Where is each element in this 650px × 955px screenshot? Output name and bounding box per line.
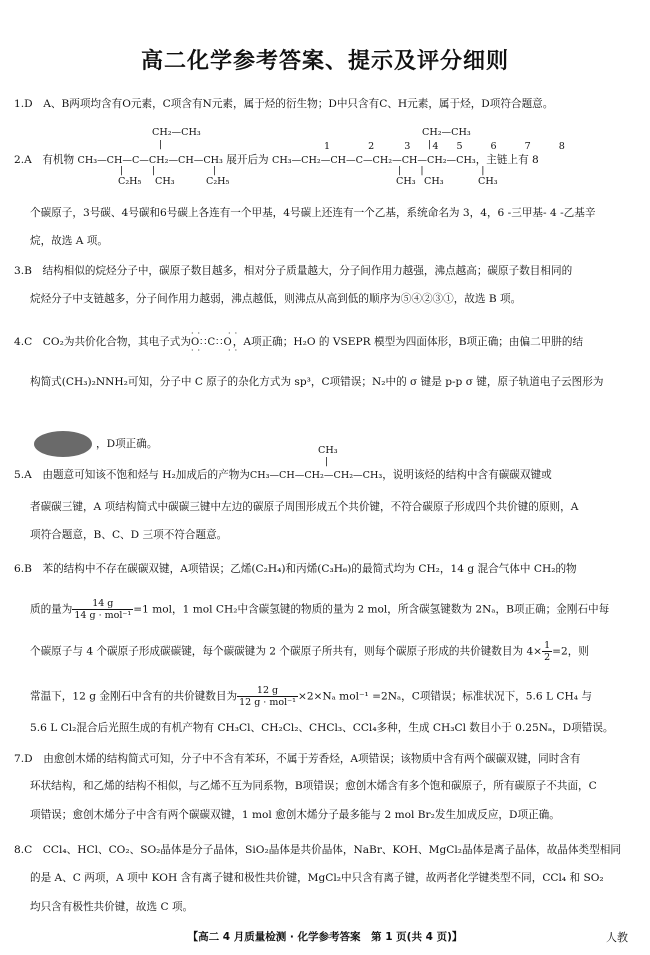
answer-3-line-2: 烷烃分子中支链越多，分子间作用力越弱，沸点越低，则沸点从高到低的顺序为⑤④②③①，故选 B 项。 — [30, 293, 522, 305]
answer-5-rest: ，说明该烃的结构中含有碳碳双键或 — [382, 469, 552, 481]
answer-6-l2-start: 质的量为 — [30, 603, 73, 616]
carbon-number: 7 — [524, 141, 531, 152]
p-p-sigma-orbital-figure — [34, 431, 92, 457]
answer-5-line-1 — [14, 468, 552, 483]
structure2-branch-2: CH₃ — [424, 176, 444, 187]
answer-2-expanded: 展开后为 — [226, 154, 269, 166]
structure1-branch-1: C₂H₅ — [118, 176, 142, 187]
fraction-denominator: 2 — [544, 652, 551, 663]
answer-3-line-1: 3.B 结构相似的烷烃分子中，碳原子数目越多，相对分子质量越大，分子间作用力越强，沸点越高；碳原子数目相同的 — [14, 265, 573, 277]
answer-6-line-5: 5.6 L Cl₂混合后光照生成的有机产物有 CH₃Cl、CH₂Cl₂、CHCl₃、CCl₄多种，生成 CH₃Cl 数目小于 0.25Nₐ，D项错误。 — [30, 722, 614, 734]
fraction-numerator: 12 g — [237, 685, 298, 697]
answer-2-line-1 — [14, 153, 539, 167]
carbon-number: 1 — [324, 141, 331, 152]
answer-2-mainchain: ，主链上有 8 — [475, 154, 539, 166]
carbon-number: 8 — [558, 141, 565, 152]
answer-5-intro: 5.A 由题意可知该不饱和烃与 H₂加成后的产物为 — [14, 469, 250, 481]
answer-6-line-3 — [30, 640, 589, 663]
answer-1: 1.D A、B两项均含有O元素，C项含有N元素，属于烃的衍生物；D中只含有C、H元素，属于烃，D项符合题意。 — [14, 98, 554, 110]
answer-6-line-1: 6.B 苯的结构中不存在碳碳双键，A项错误；乙烯(C₂H₄)和丙烯(C₃H₆)的最简式均为 CH₂，14 g 混合气体中 CH₂的物 — [14, 563, 577, 575]
structure1-branch-3: C₂H₅ — [206, 176, 230, 187]
structure2-main: CH₃—CH₂—CH—C—CH₂—CH—CH₂—CH₃ — [272, 155, 476, 166]
fraction-12g — [237, 685, 298, 708]
answer-6-line-2 — [30, 598, 609, 621]
answer-4-intro: 4.C CO₂为共价化合物，其电子式为 — [14, 336, 191, 348]
answer-5-line-3: 项符合题意，B、C、D 三项不符合题意。 — [30, 529, 228, 541]
carbon-number: 6 — [490, 141, 497, 152]
fraction-numerator: 1 — [544, 640, 551, 651]
answer-4-line-3: ，D项正确。 — [96, 438, 158, 450]
structure1-bonds-below: | | | — [120, 165, 217, 176]
structure1-top: CH₂—CH₃ — [152, 127, 201, 138]
answer-6-line-4 — [30, 685, 592, 708]
answer-7-line-2: 环状结构，和乙烯的结构不相似，与乙烯不互为同系物，B项错误；愈创木烯含有多个饱和碳原子，所有碳原子不共面，C — [30, 780, 597, 792]
fraction-numerator: 14 g — [72, 598, 133, 610]
answer-6-l4-start: 常温下，12 g 金刚石中含有的共价键数目为 — [30, 690, 238, 703]
answer-4-rest: ，A项正确；H₂O 的 VSEPR 模型为四面体形，B项正确；由偏二甲肼的结 — [232, 336, 584, 348]
carbon-number: 2 — [368, 141, 375, 152]
structure1-main: CH₃—CH—C—CH₂—CH—CH₃ — [77, 155, 223, 166]
answer-8-line-3: 均只含有极性共价键，故选 C 项。 — [30, 901, 194, 913]
answer-4-line-2: 构简式(CH₃)₂NNH₂可知，分子中 C 原子的杂化方式为 sp³，C项错误；N₂中的 σ 键是 p-p σ 键，原子轨道电子云图形为 — [30, 376, 604, 388]
product-branch-bond: | — [325, 456, 329, 467]
structure2-branch-3: CH₃ — [478, 176, 498, 187]
answer-2-intro: 2.A 有机物 — [14, 154, 75, 166]
answer-2-line-2: 个碳原子，3号碳、4号碳和6号碳上各连有一个甲基，4号碳上还连有一个乙基，系统命名为 3，4，6 -三甲基- 4 -乙基辛 — [30, 207, 596, 219]
answer-6-l3-start: 个碳原子与 4 个碳原子形成碳碳键，每个碳碳键为 2 个碳原子所共有，则每个碳原子形成的共价键数目为 4× — [30, 645, 543, 658]
answer-6-l2-rest: =1 mol，1 mol CH₂中含碳氢键的物质的量为 2 mol，所含碳氢键数为 2Nₐ，B项正确；金刚石中每 — [133, 603, 610, 616]
answer-7-line-3: 项错误；愈创木烯分子中含有两个碳碳双键，1 mol 愈创木烯分子最多能与 2 mol Br₂发生加成反应，D项正确。 — [30, 809, 560, 821]
structure1-branch-2: CH₃ — [155, 176, 175, 187]
answer-4-line-1 — [14, 329, 584, 355]
answer-6-l4-rest: ×2×Nₐ mol⁻¹ =2Nₐ，C项错误；标准状况下，5.6 L CH₄ 与 — [297, 690, 592, 703]
structure2-bond: | — [428, 139, 432, 150]
structure2-numbering — [324, 141, 565, 153]
page-title: 高二化学参考答案、提示及评分细则 — [140, 49, 509, 74]
product-branch: CH₃ — [318, 445, 338, 456]
co2-electron-formula-text: O∷C∷O — [190, 337, 233, 348]
answer-8-line-2: 的是 A、C 两项，A 项中 KOH 含有离子键和极性共价键，MgCl₂中只含有离子键，故两者化学键类型不同，CCl₄ 和 SO₂ — [30, 872, 604, 884]
publisher-label: 人教 — [606, 931, 628, 944]
carbon-number: 4 — [432, 141, 439, 152]
answer-7-line-1: 7.D 由愈创木烯的结构简式可知，分子中不含有苯环，不属于芳香烃，A项错误；该物质中含有两个碳碳双键，同时含有 — [14, 753, 581, 765]
structure2-top: CH₂—CH₃ — [422, 127, 471, 138]
answer-8-line-1: 8.C CCl₄、HCl、CO₂、SO₂晶体是分子晶体，SiO₂晶体是共价晶体，NaBr、KOH、MgCl₂晶体是离子晶体，故晶体类型相同 — [14, 844, 621, 856]
answer-5-line-2: 者碳碳三键，A 项结构简式中碳碳三键中左边的碳原子周围形成五个共价键，不符合碳原子形成四个共价键的原则，A — [30, 501, 579, 513]
structure2-branch-1: CH₃ — [396, 176, 416, 187]
product-formula: CH₃—CH—CH₂—CH₂—CH₃ — [249, 470, 383, 481]
structure1-bond: | — [159, 139, 163, 150]
answer-2-line-3: 烷，故选 A 项。 — [30, 235, 108, 247]
fraction-denominator: 12 g · mol⁻¹ — [239, 697, 296, 708]
structure2-bonds-below: | | | — [398, 165, 485, 176]
carbon-number: 3 — [404, 141, 411, 152]
fraction-14g — [72, 598, 133, 621]
fraction-denominator: 14 g · mol⁻¹ — [74, 610, 132, 621]
co2-electron-formula: ·· ·· O∷C∷O ·· ·· — [190, 329, 242, 355]
answer-6-l3-rest: =2，则 — [552, 645, 589, 658]
carbon-number: 5 — [456, 141, 463, 152]
fraction-half — [542, 640, 552, 663]
page-footer: 【高二 4 月质量检测 · 化学参考答案 第 1 页(共 4 页)】 — [187, 931, 463, 943]
